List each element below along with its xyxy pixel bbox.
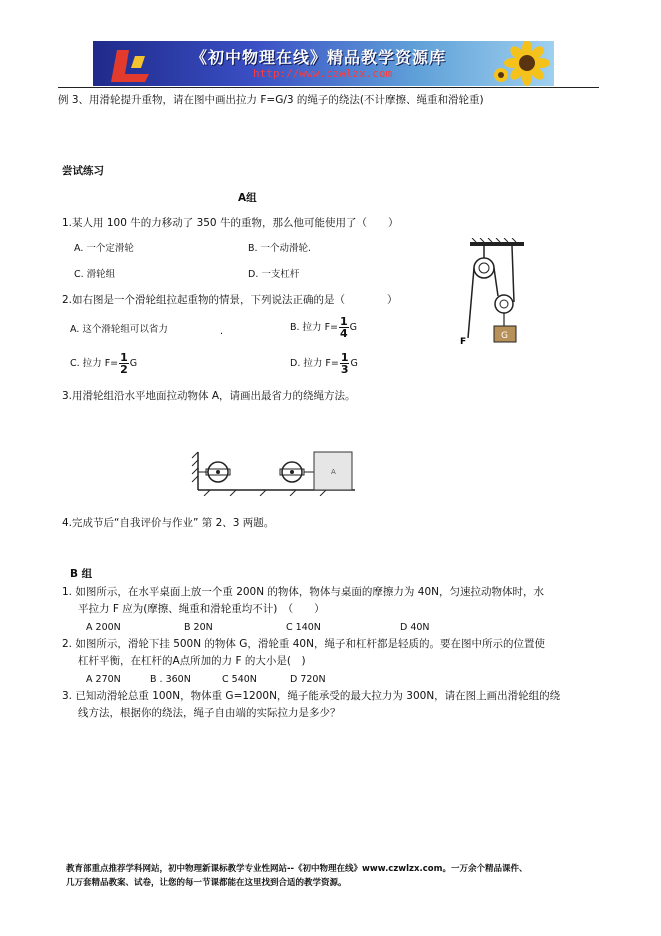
horizontal-pulley-figure (190, 448, 360, 496)
b-q1-option-b: B 20N (184, 622, 213, 633)
svg-text:A: A (331, 468, 336, 476)
logo-icon (105, 44, 155, 84)
footer-line-1: 教育部重点推荐学科网站，初中物理新课标教学专业性网站--《初中物理在线》www.czwlzx.com。一万余个精品课件、 (66, 864, 528, 874)
fraction-1-3: $\frac{1}{3}$ (340, 351, 349, 376)
a-q3-stem: 3.用滑轮组沿水平地面拉动物体 A，请画出最省力的绕绳方法。 (62, 390, 356, 402)
svg-text:G: G (501, 331, 508, 341)
b-q2-line2: 杠杆平衡，在杠杆的A点所加的力 F 的大小是( ) (78, 655, 306, 667)
footer-line-2: 几万套精品教案、试卷，让您的每一节课都能在这里找到合适的教学资源。 (66, 878, 347, 888)
b-q2-option-b: B . 360N (150, 674, 191, 685)
a-q2-option-b: B. 拉力 F= $\frac{1}{4}$ G (290, 315, 358, 340)
a-q1-stem: 1.某人用 100 牛的力移动了 350 牛的重物，那么他可能使用了（ ） (62, 217, 399, 229)
a-q2-option-d: D. 拉力 F= $\frac{1}{3}$ G (290, 351, 358, 376)
a-q1-option-b: B. 一个动滑轮. (248, 243, 312, 254)
header-rule (58, 87, 599, 88)
movable-pulley (495, 295, 513, 313)
a-q1-option-d: D. 一支杠杆 (248, 269, 300, 280)
b-q1-line2: 平拉力 F 应为(摩擦、绳重和滑轮重均不计) （ ） (78, 603, 325, 615)
b-q1-option-a: A 200N (86, 622, 121, 633)
pulley-system-figure (458, 238, 530, 348)
group-b-title: B 组 (70, 568, 93, 580)
b-q1-option-d: D 40N (400, 622, 430, 633)
b-q2-option-a: A 270N (86, 674, 121, 685)
banner-title: 《初中物理在线》精品教学资源库 (191, 48, 447, 67)
a-q2-option-a-dot: . (220, 326, 224, 337)
b-q1-line1: 1. 如图所示，在水平桌面上放一个重 200N 的物体，物体与桌面的摩擦力为 40N，匀速拉动物体时，水 (62, 586, 544, 598)
a-q1-option-c: C. 滑轮组 (74, 269, 116, 280)
a-q2-stem: 2.如右图是一个滑轮组拉起重物的情景，下列说法正确的是（ ） (62, 294, 398, 306)
b-q1-option-c: C 140N (286, 622, 321, 633)
banner-url: http://www.czwlzx.com (253, 67, 393, 80)
group-a-title: A组 (238, 192, 257, 204)
fraction-1-2: $\frac{1}{2}$ (120, 351, 128, 376)
practice-title: 尝试练习 (62, 165, 104, 177)
example-3-text: 例 3、用滑轮提升重物，请在图中画出拉力 F=G/3 的绳子的绕法(不计摩擦、绳重和滑轮重) (58, 94, 484, 106)
svg-text:F: F (460, 337, 467, 347)
fixed-pulley (474, 258, 494, 278)
fraction-1-4: $\frac{1}{4}$ (340, 315, 348, 340)
a-q2-option-c: C. 拉力 F= $\frac{1}{2}$ G (70, 351, 138, 376)
b-q2-option-c: C 540N (222, 674, 257, 685)
sunflower-icon (493, 41, 554, 86)
b-q3-line2: 线方法，根据你的绕法，绳子自由端的实际拉力是多少？ (78, 707, 341, 719)
a-q4-stem: 4.完成节后“自我评价与作业” 第 2、3 两题。 (62, 517, 275, 529)
header-banner (93, 41, 554, 86)
b-q2-line1: 2. 如图所示，滑轮下挂 500N 的物体 G，滑轮重 40N，绳子和杠杆都是轻质的。要在图中所示的位置使 (62, 638, 545, 650)
b-q2-option-d: D 720N (290, 674, 326, 685)
b-q3-line1: 3. 已知动滑轮总重 100N，物体重 G=1200N，绳子能承受的最大拉力为 300N，请在图上画出滑轮组的绕 (62, 690, 561, 702)
a-q1-option-a: A. 一个定滑轮 (74, 243, 134, 254)
a-q2-option-a: A. 这个滑轮组可以省力 (70, 324, 168, 335)
